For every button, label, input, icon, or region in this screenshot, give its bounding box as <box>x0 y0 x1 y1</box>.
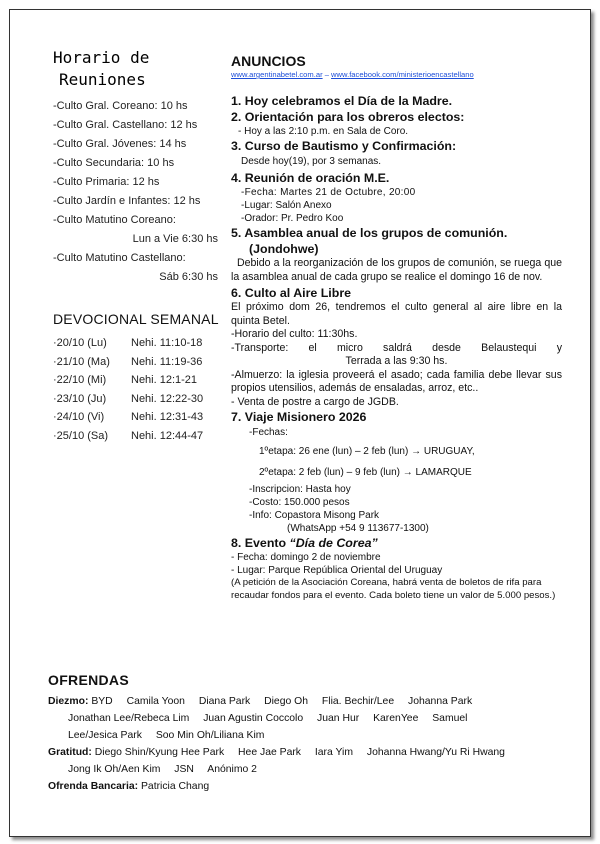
announcement-7-line: 1ºetapa: 26 ene (lun) – 2 feb (lun) → URUGUAY, <box>259 446 475 457</box>
announcement-7-line: 2ºetapa: 2 feb (lun) – 9 feb (lun) → LAMARQUE <box>259 467 472 478</box>
diezmo-name: Soo Min Oh/Liliana Kim <box>155 730 265 741</box>
gratitud-name: Anónimo 2 <box>207 764 257 775</box>
announcement-5-subtitle: (Jondohwe) <box>249 242 319 256</box>
gratitud-name: Johanna Hwang/Yu Ri Hwang <box>366 747 505 758</box>
facebook-link[interactable]: www.facebook.com/ministerioencastellano <box>331 70 474 79</box>
left-column <box>53 47 218 445</box>
schedule-item: -Culto Gral. Coreano: 10 hs <box>53 100 188 112</box>
announcement-8-title-italic: “Día de Corea” <box>289 536 378 550</box>
schedule-title <box>53 47 218 91</box>
website-link[interactable]: www.argentinabetel.com.ar <box>231 70 323 79</box>
diezmo-name: Juan Hur <box>317 713 360 724</box>
bancaria-line <box>48 778 558 795</box>
devotional-date: ·20/10 (Lu) <box>53 337 107 349</box>
diezmo-name: Jonathan Lee/Rebeca Lim <box>68 713 190 724</box>
devotional-date: ·24/10 (Vi) <box>53 411 105 423</box>
announcement-5-title: 5. Asamblea anual de los grupos de comunión. <box>231 226 508 240</box>
bancaria-label: Ofrenda Bancaria: <box>48 781 139 792</box>
devotional-date: ·25/10 (Sa) <box>53 429 109 442</box>
gratitud-line <box>48 761 558 778</box>
announcement-4-line: -Lugar: Salón Anexo <box>241 200 332 211</box>
announcement-3-title: 3. Curso de Bautismo y Confirmación: <box>231 139 457 153</box>
announcement-3-line: Desde hoy(19), por 3 semanas. <box>241 156 382 167</box>
devotional-title: DEVOCIONAL SEMANAL <box>53 311 219 327</box>
announcement-8-note: (A petición de la Asociación Coreana, habrá venta de boletos de rifa para recaudar fondos para el evento. Cada boleto tiene un valor de 5.000 pesos.) <box>231 577 556 601</box>
bancaria-name: Patricia Chang <box>140 781 210 792</box>
schedule-item: -Culto Matutino Castellano: <box>53 252 186 264</box>
diezmo-name: Diana Park <box>198 696 251 707</box>
gratitud-line <box>48 744 558 761</box>
diezmo-name: Diego Oh <box>264 696 309 707</box>
announcement-7-line: -Fechas: <box>249 427 288 438</box>
devotional-date: ·23/10 (Ju) <box>53 392 107 405</box>
diezmo-label: Diezmo: <box>48 696 89 707</box>
announcement-4-title: 4. Reunión de oración M.E. <box>231 171 390 185</box>
schedule-item: -Culto Secundaria: 10 hs <box>53 157 175 169</box>
diezmo-name: Samuel <box>432 713 468 724</box>
devotional-row <box>53 353 218 372</box>
schedule-item: -Culto Gral. Jóvenes: 14 hs <box>53 138 187 150</box>
devotional-date: ·21/10 (Ma) <box>53 355 110 368</box>
devotional-ref: Nehi. 11:19-36 <box>131 355 203 368</box>
announcement-8-line: - Lugar: Parque República Oriental del Uruguay <box>231 565 443 576</box>
announcement-2-line: - Hoy a las 2:10 p.m. en Sala de Coro. <box>238 126 409 137</box>
announcement-7-line: -Costo: 150.000 pesos <box>249 497 350 508</box>
schedule-title-line1: Horario de <box>53 48 150 67</box>
announcement-6-line: - Venta de postre a cargo de JGDB. <box>231 395 399 408</box>
web-links <box>231 70 562 80</box>
announcement-2-title: 2. Orientación para los obreros electos: <box>231 110 465 124</box>
gratitud-name: JSN <box>174 764 194 775</box>
devotional-ref: Nehi. 12:44-47 <box>131 429 204 442</box>
offerings-section <box>48 672 558 795</box>
devotional-ref: Nehi. 12:22-30 <box>131 392 204 405</box>
diezmo-line <box>48 693 558 710</box>
schedule-item: -Culto Matutino Coreano: <box>53 214 176 226</box>
gratitud-name: Jong Ik Oh/Aen Kim <box>68 764 161 775</box>
announcements-title: ANUNCIOS <box>231 53 306 69</box>
devotional-ref: Nehi. 12:31-43 <box>131 411 204 423</box>
devotional-date: ·22/10 (Mi) <box>53 374 107 386</box>
announcement-6-body: El próximo dom 26, tendremos el culto general al aire libre en la quinta Betel. <box>231 301 562 327</box>
gratitud-name: Iara Yim <box>314 747 354 758</box>
devotional-row <box>53 334 218 353</box>
devotional-row <box>53 371 218 390</box>
announcement-8-title <box>231 535 562 551</box>
diezmo-line <box>48 710 558 727</box>
announcement-6-line: -Transporte: el micro saldrá desde Belaustequi y <box>231 341 562 354</box>
announcement-6-title: 6. Culto al Aire Libre <box>231 286 352 300</box>
announcement-8-title-plain: 8. Evento <box>231 536 290 550</box>
schedule-item: -Culto Jardín e Infantes: 12 hs <box>53 195 201 207</box>
diezmo-name: Johanna Park <box>408 696 473 707</box>
devotional-ref: Nehi. 12:1-21 <box>131 374 198 386</box>
schedule-item: Lun a Vie 6:30 hs <box>132 233 218 245</box>
gratitud-name: Hee Jae Park <box>238 747 301 758</box>
diezmo-name: Juan Agustin Coccolo <box>203 713 304 724</box>
announcement-6-line: -Horario del culto: 11:30hs. <box>231 328 358 340</box>
diezmo-name: Lee/Jesica Park <box>68 730 142 741</box>
diezmo-name: BYD <box>91 696 113 707</box>
link-separator: – <box>322 70 332 79</box>
announcement-6-line: Terrada a las 9:30 hs. <box>345 355 448 367</box>
schedule-item: -Culto Primaria: 12 hs <box>53 176 160 188</box>
announcement-6-line: -Almuerzo: la iglesia proveerá el asado; cada familia debe llevar sus propios utensilios, además de ensaladas, arroz, etc.. <box>231 368 562 394</box>
devotional-row <box>53 390 218 409</box>
devotional-row <box>53 408 218 427</box>
gratitud-label: Gratitud: <box>48 747 92 758</box>
schedule-title-line2: Reuniones <box>59 70 146 89</box>
diezmo-name: Camila Yoon <box>126 696 185 707</box>
diezmo-name: Flia. Bechir/Lee <box>321 696 395 707</box>
diezmo-name: KarenYee <box>373 713 419 724</box>
diezmo-line <box>48 727 558 744</box>
announcement-7-line: -Info: Copastora Misong Park <box>249 510 380 521</box>
schedule-item: -Culto Gral. Castellano: 12 hs <box>53 119 198 131</box>
announcements-column <box>231 52 562 602</box>
schedule-item: Sáb 6:30 hs <box>159 271 218 283</box>
announcement-4-line: -Orador: Pr. Pedro Koo <box>241 213 344 224</box>
announcement-1-title: 1. Hoy celebramos el Día de la Madre. <box>231 94 453 108</box>
offerings-title: OFRENDAS <box>48 672 129 688</box>
announcement-5-body: Debido a la reorganización de los grupos de comunión, se ruega que la asamblea anual de cada grupo se realice el domingo 16 de nov. <box>231 257 562 283</box>
announcement-7-title: 7. Viaje Misionero 2026 <box>231 410 367 424</box>
announcement-4-line: -Fecha: Martes 21 de Octubre, 20:00 <box>241 187 416 198</box>
announcement-8-line: - Fecha: domingo 2 de noviembre <box>231 552 381 563</box>
announcement-7-line: (WhatsApp +54 9 113677-1300) <box>287 523 429 534</box>
devotional-ref: Nehi. 11:10-18 <box>131 337 203 349</box>
devotional-row <box>53 427 218 446</box>
announcement-7-line: -Inscripcion: Hasta hoy <box>249 484 351 495</box>
gratitud-name: Diego Shin/Kyung Hee Park <box>94 747 225 758</box>
